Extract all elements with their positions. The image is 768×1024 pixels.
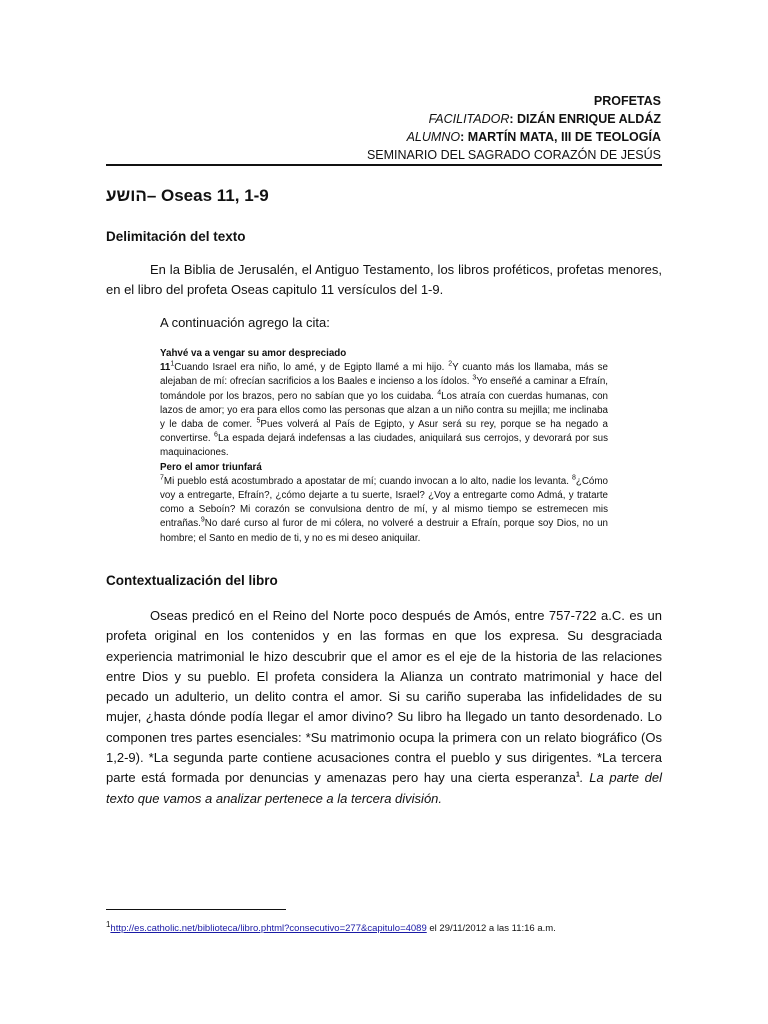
quote-passage-1 [160,361,608,460]
verse-number: 1 [170,360,175,368]
verse-text: Y cuanto más los llamaba, más se alejaban de mí: ofrecían sacrificios a los Baales e incienso a los ídolos. [160,362,608,388]
footnote-number: 1 [106,920,111,929]
student-label: ALUMNO [406,130,461,144]
verse-number: 3 [472,375,477,383]
title-text: – Oseas 11, 1-9 [146,186,269,205]
verse-text: Los atraía con cuerdas humanas, con lazos de amor; yo era para ellos como las personas que alzan a un niño contra su mejilla; me inclinaba y le daba de comer. [160,390,608,431]
section-heading-contextualizacion: Contextualización del libro [106,573,278,588]
course-title: PROFETAS [593,94,661,108]
section-paragraph-delimitacion: En la Biblia de Jerusalén, el Antiguo Testamento, los libros proféticos, profetas menores, en el libro del profeta Oseas capitulo 11 versículos del 1-9. [106,262,662,297]
verse-number: 2 [448,360,453,368]
student-name: : MARTÍN MATA, III DE TEOLOGÍA [460,130,661,144]
verse-text: No daré curso al furor de mi cólera, no volveré a destruir a Efraín, porque soy Dios, no un hombre; el Santo en medio de ti, y no es mi deseo aniquilar. [160,518,608,544]
quote-heading: Yahvé va a vengar su amor despreciado [160,348,347,359]
verse-number: 9 [200,517,205,525]
institution-line: SEMINARIO DEL SAGRADO CORAZÓN DE JESÚS [366,148,661,162]
header-divider [106,164,662,166]
footnote [106,919,556,935]
quote-heading: Pero el amor triunfará [160,461,262,473]
scripture-quote [160,347,608,546]
student-line [407,128,661,146]
footnote-text: el 29/11/2012 a las 11:16 a.m. [426,923,556,935]
quote-intro: A continuación agrego la cita: [160,315,330,330]
footnote-link[interactable]: http://es.catholic.net/biblioteca/libro.phtml?consecutivo=277&capitulo=4089 [110,923,427,935]
footnote-ref[interactable]: 1 [576,772,580,780]
facilitator-line [429,110,661,128]
verse-text: Cuando Israel era niño, lo amé, y de Egipto llamé a mi hijo. [174,362,445,374]
footnote-divider [106,909,286,910]
verse-text: Yo enseñé a caminar a Efraín, tomándole por los brazos, pero no sabían que yo los cuidaba. [160,376,608,402]
facilitator-name: : DIZÁN ENRIQUE ALDÁZ [509,112,661,126]
verse-number: 5 [256,417,261,425]
facilitator-label: FACILITADOR [428,112,510,126]
section-paragraph-contextualizacion [106,606,662,809]
document-title [106,186,269,206]
verse-number: 8 [571,474,576,482]
verse-number: 7 [160,474,164,482]
chapter-number: 11 [160,362,171,374]
verse-text: Pues volverá al País de Egipto, y Asur será su rey, porque se ha negado a convertirse. [160,419,608,445]
verse-number: 4 [437,389,442,397]
verse-number: 6 [214,431,218,439]
paragraph-text: Oseas predicó en el Reino del Norte poco después de Amós, entre 757-722 a.C. es un profeta original en los contenidos y en las formas en que los expresa. Su desgraciada experiencia matrimonial le hizo descubrir que el amor es el eje de la historia de las relaciones entre Dios y su pueblo. El profeta considera la Alianza un contrato matrimonial y hace del pecado un adulterio, un delito contra el amor. Si su cariño superaba las infidelidades de su mujer, ¿hasta dónde podía llegar el amor divino? Su libro ha llegado un tanto desordenado. Lo componen tres partes esenciales: *Su matrimonio ocupa la primera con un relato biográfico (Os 1,2-9). *La segunda parte contiene acusaciones contra el pueblo y sus dirigentes. *La tercera parte está formada por denuncias y amenazas pero hay una cierta esperanza [106,608,662,786]
paragraph-italic-tail: . La parte del texto que vamos a analizar pertenece a la tercera división. [106,770,662,806]
verse-text: Mi pueblo está acostumbrado a apostatar de mí; cuando invocan a lo alto, nadie los levanta. [163,475,569,487]
section-heading-delimitacion: Delimitación del texto [106,229,246,244]
quote-passage-2 [160,475,608,546]
verse-text: La espada dejará indefensas a las ciudades, aniquilará sus cerrojos, y devorará por sus maquinaciones. [160,433,608,459]
title-hebrew: הושע [106,186,147,205]
verse-text: ¿Cómo voy a entregarte, Efraín?, ¿cómo dejarte a tu suerte, Israel? ¿Voy a entregarte como Admá, y tratarte como a Seboín? Mi corazón se convulsiona dentro de mí, y al mismo tiempo se estremecen mis entrañas. [160,475,608,530]
